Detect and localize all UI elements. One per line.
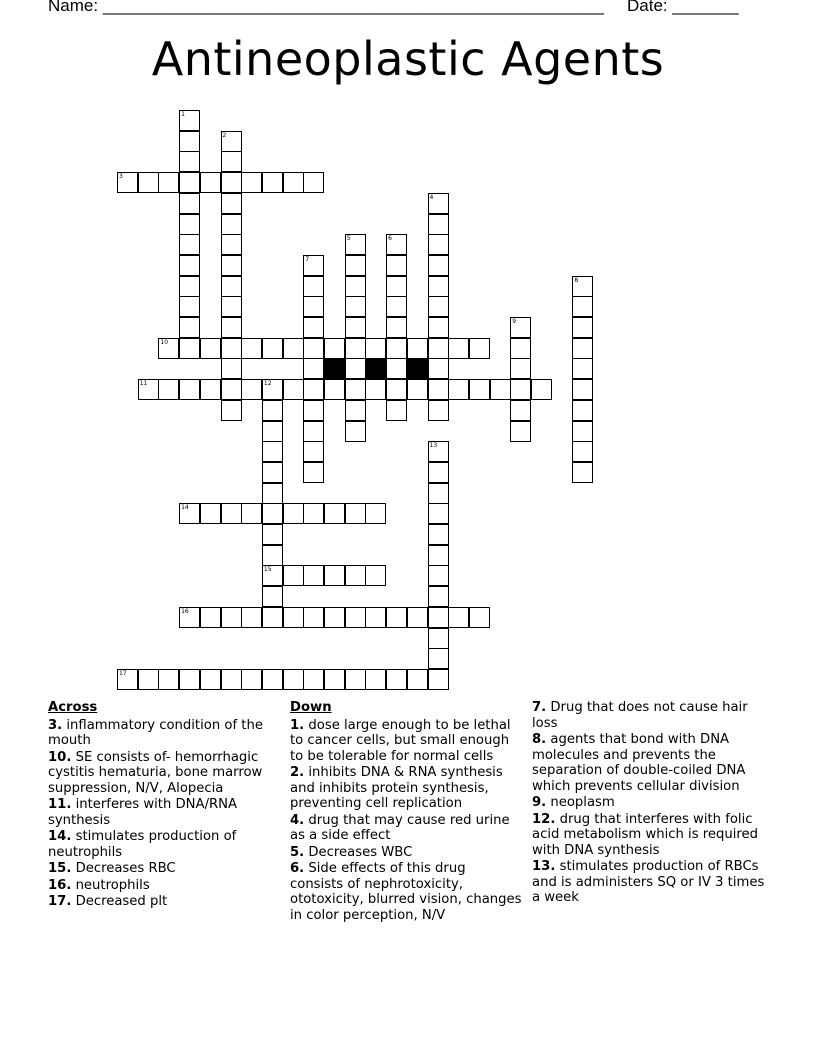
down-list-continued [532,700,772,906]
grid-cell[interactable] [262,503,283,524]
clue-number: 13 [429,442,438,450]
grid-cell[interactable] [345,276,366,297]
clue-item [532,732,772,794]
clue-item [48,861,280,877]
grid-cell[interactable] [200,669,221,690]
clue-number: 16 [181,607,189,615]
grid-cell[interactable] [572,358,593,379]
grid-cell[interactable] [345,338,366,359]
grid-cell[interactable] [221,131,242,152]
grid-cell[interactable] [138,172,159,193]
grid-cell[interactable] [365,669,386,690]
clue-number: 8 [574,276,579,284]
grid-cell[interactable] [179,503,200,524]
clue-item [290,718,522,765]
clue-number: 7 [305,255,310,263]
grid-cell[interactable] [365,379,386,400]
grid-cell[interactable] [179,296,200,317]
grid-cell[interactable] [428,234,449,255]
grid-cell[interactable] [221,607,242,628]
grid-cell[interactable] [303,172,324,193]
clue-item-number: 7. [532,700,547,715]
down-heading: Down [290,700,332,715]
grid-cell[interactable] [283,565,304,586]
grid-cell[interactable] [241,338,262,359]
clue-number: 2 [222,131,227,139]
grid-cell[interactable] [138,669,159,690]
grid-cell[interactable] [262,524,283,545]
clue-item [290,845,522,861]
grid-cell[interactable] [345,421,366,442]
clue-item-number: 6. [290,861,305,876]
grid-cell[interactable] [221,296,242,317]
across-clues [48,700,280,911]
across-heading: Across [48,700,98,715]
grid-cell[interactable] [179,172,200,193]
clue-item-number: 10. [48,749,72,765]
grid-cell[interactable] [221,151,242,172]
grid-cell[interactable] [572,462,593,483]
grid-cell[interactable] [428,545,449,566]
grid-cell[interactable] [158,379,179,400]
grid-cell[interactable] [262,607,283,628]
clue-item-number: 11. [48,797,72,812]
grid-cell[interactable] [200,172,221,193]
clue-number: 15 [263,566,272,574]
grid-cell[interactable] [448,379,469,400]
grid-cell[interactable] [386,338,407,359]
clue-item [290,765,522,812]
grid-cell[interactable] [117,669,138,690]
grid-cell[interactable] [221,400,242,421]
clue-number: 9 [512,318,517,325]
grid-cell[interactable] [262,586,283,607]
grid-cell[interactable] [428,586,449,607]
clue-item-number: 16. [48,877,72,893]
grid-cell[interactable] [345,358,366,379]
grid-cell[interactable] [386,669,407,690]
clue-item-number: 12. [532,811,556,827]
grid-cell[interactable] [179,131,200,152]
grid-cell[interactable] [262,462,283,483]
clue-item [48,750,280,797]
grid-cell[interactable] [262,669,283,690]
clue-item-text: SE consists of- hemorrhagic cystitis hematuria, bone marrow suppression, N/V, Alopecia [48,749,263,796]
grid-cell[interactable] [221,669,242,690]
shaded-cell [407,358,428,379]
clue-item-text: inhibits DNA & RNA synthesis and inhibits protein synthesis, preventing cell replication [290,765,503,811]
grid-cell[interactable] [407,338,428,359]
grid-cell[interactable] [324,669,345,690]
clue-number: 3 [119,173,123,181]
clue-item-text: Decreases RBC [71,861,176,876]
grid-cell[interactable] [572,421,593,442]
grid-cell[interactable] [386,379,407,400]
grid-cell[interactable] [572,317,593,338]
clue-item [532,795,772,811]
down-clues [290,700,522,924]
clue-item-number: 14. [48,829,72,844]
clue-item-text: stimulates production of neutrophils [48,829,237,860]
grid-cell[interactable] [365,565,386,586]
grid-cell[interactable] [179,255,200,276]
grid-cell[interactable] [510,379,531,400]
grid-cell[interactable] [572,338,593,359]
across-list [48,718,280,910]
clue-number: 14 [181,504,189,512]
grid-cell[interactable] [365,503,386,524]
name-blank[interactable]: _____________________________________________________ [102,0,604,15]
grid-cell[interactable] [221,317,242,338]
grid-cell[interactable] [572,441,593,462]
grid-cell[interactable] [283,503,304,524]
clue-item [290,861,522,923]
grid-cell[interactable] [428,565,449,586]
clue-item-text: Decreased plt [71,894,168,909]
clue-item-text: Drug that does not cause hair loss [532,700,748,731]
clue-item-number: 13. [532,859,556,874]
grid-cell[interactable] [241,172,262,193]
grid-cell[interactable] [283,338,304,359]
grid-cell[interactable] [386,358,407,379]
grid-cell[interactable] [303,503,324,524]
grid-cell[interactable] [428,524,449,545]
grid-cell[interactable] [324,338,345,359]
grid-cell[interactable] [428,441,449,462]
clue-item [532,859,772,906]
grid-cell[interactable] [572,296,593,317]
grid-cell[interactable] [179,338,200,359]
clue-number: 11 [139,380,148,388]
shaded-cell [365,358,386,379]
grid-cell[interactable] [179,607,200,628]
clue-item-number: 8. [532,732,547,747]
grid-cell[interactable] [262,441,283,462]
clue-number: 17 [119,669,127,677]
clue-item [48,878,280,894]
grid-cell[interactable] [490,379,511,400]
grid-cell[interactable] [241,379,262,400]
clue-item-number: 17. [48,894,72,909]
grid-cell[interactable] [510,317,531,338]
grid-cell[interactable] [428,214,449,235]
clue-item-number: 5. [290,844,305,860]
clue-number: 1 [181,111,185,118]
grid-cell[interactable] [241,503,262,524]
date-label: Date: [627,0,668,15]
grid-cell[interactable] [117,172,138,193]
clue-item-text: neutrophils [71,877,150,893]
clue-item-text: inflammatory condition of the mouth [48,717,263,748]
grid-cell[interactable] [221,379,242,400]
grid-cell[interactable] [428,607,449,628]
clue-number: 12 [263,380,272,388]
grid-cell[interactable] [303,296,324,317]
grid-cell[interactable] [428,669,449,690]
grid-cell[interactable] [428,296,449,317]
grid-cell[interactable] [428,648,449,669]
grid-cell[interactable] [428,338,449,359]
clue-item-text: Side effects of this drug consists of nephrotoxicity, ototoxicity, blurred vision, changes in color perception, N/V [290,861,522,923]
grid-cell[interactable] [386,400,407,421]
grid-cell[interactable] [386,607,407,628]
clue-item [48,718,280,749]
clue-item-text: drug that interferes with folic acid metabolism which is required with DNA synthesis [532,811,759,858]
grid-cell[interactable] [345,379,366,400]
grid-cell[interactable] [303,338,324,359]
grid-cell[interactable] [345,255,366,276]
grid-cell[interactable] [386,317,407,338]
grid-cell[interactable] [386,276,407,297]
clue-number: 5 [346,235,351,243]
clue-item [48,797,280,828]
clue-item-number: 1. [290,717,305,733]
grid-cell[interactable] [510,400,531,421]
page-title: Antineoplastic Agents [151,32,665,86]
grid-cell[interactable] [179,214,200,235]
grid-cell[interactable] [345,565,366,586]
grid-cell[interactable] [303,441,324,462]
grid-cell[interactable] [469,379,490,400]
clue-number: 10 [160,338,169,346]
clue-item [532,700,772,731]
grid-cell[interactable] [345,296,366,317]
clue-item [48,829,280,860]
grid-cell[interactable] [221,358,242,379]
grid-cell[interactable] [510,421,531,442]
grid-cell[interactable] [221,503,242,524]
grid-cell[interactable] [428,276,449,297]
grid-cell[interactable] [428,358,449,379]
grid-cell[interactable] [179,276,200,297]
grid-cell[interactable] [241,607,262,628]
grid-cell[interactable] [303,607,324,628]
grid-cell[interactable] [303,565,324,586]
grid-cell[interactable] [345,234,366,255]
grid-cell[interactable] [345,669,366,690]
grid-cell[interactable] [179,193,200,214]
grid-cell[interactable] [262,172,283,193]
grid-cell[interactable] [345,317,366,338]
grid-cell[interactable] [428,628,449,649]
grid-cell[interactable] [241,669,262,690]
grid-cell[interactable] [386,296,407,317]
grid-cell[interactable] [179,669,200,690]
grid-cell[interactable] [262,545,283,566]
grid-cell[interactable] [262,338,283,359]
down-clues-continued [532,700,772,907]
grid-cell[interactable] [221,214,242,235]
grid-cell[interactable] [428,400,449,421]
grid-cell[interactable] [200,503,221,524]
grid-cell[interactable] [428,379,449,400]
shaded-cell [324,358,345,379]
grid-cell[interactable] [510,338,531,359]
grid-cell[interactable] [303,462,324,483]
clue-item-text: agents that bond with DNA molecules and prevents the separation of double-coiled DNA which prevents cellular division [532,732,746,794]
grid-cell[interactable] [572,400,593,421]
grid-cell[interactable] [303,379,324,400]
grid-cell[interactable] [179,379,200,400]
grid-cell[interactable] [221,172,242,193]
grid-cell[interactable] [324,503,345,524]
grid-cell[interactable] [407,379,428,400]
grid-cell[interactable] [365,607,386,628]
grid-cell[interactable] [448,607,469,628]
clue-item-text: dose large enough to be lethal to cancer cells, but small enough to be tolerable for normal cells [290,717,511,764]
grid-cell[interactable] [303,358,324,379]
grid-cell[interactable] [138,379,159,400]
grid-cell[interactable] [428,255,449,276]
grid-cell[interactable] [262,379,283,400]
grid-cell[interactable] [365,338,386,359]
grid-cell[interactable] [510,358,531,379]
grid-cell[interactable] [531,379,552,400]
clue-item-number: 15. [48,861,72,876]
grid-cell[interactable] [221,234,242,255]
name-label: Name: [48,0,99,15]
grid-cell[interactable] [386,255,407,276]
grid-cell[interactable] [283,607,304,628]
grid-cell[interactable] [469,338,490,359]
grid-cell[interactable] [262,400,283,421]
clue-item-text: Decreases WBC [304,844,413,860]
grid-cell[interactable] [345,400,366,421]
grid-cell[interactable] [283,379,304,400]
grid-cell[interactable] [386,234,407,255]
grid-cell[interactable] [572,276,593,297]
grid-cell[interactable] [572,379,593,400]
clue-item-number: 2. [290,765,305,780]
grid-cell[interactable] [262,421,283,442]
grid-cell[interactable] [469,607,490,628]
clue-item [48,894,280,910]
grid-cell[interactable] [221,255,242,276]
grid-cell[interactable] [158,172,179,193]
grid-cell[interactable] [428,483,449,504]
clue-item-text: neoplasm [546,795,615,810]
grid-cell[interactable] [324,607,345,628]
grid-cell[interactable] [200,379,221,400]
grid-cell[interactable] [179,234,200,255]
clue-item-number: 4. [290,812,305,828]
grid-cell[interactable] [407,669,428,690]
grid-cell[interactable] [221,193,242,214]
grid-cell[interactable] [324,379,345,400]
grid-cell[interactable] [324,565,345,586]
grid-cell[interactable] [262,483,283,504]
grid-cell[interactable] [179,317,200,338]
grid-cell[interactable] [179,110,200,131]
grid-cell[interactable] [158,338,179,359]
grid-cell[interactable] [303,669,324,690]
grid-cell[interactable] [303,400,324,421]
clue-item-text: drug that may cause red urine as a side effect [290,812,510,843]
grid-cell[interactable] [221,338,242,359]
grid-cell[interactable] [283,669,304,690]
grid-cell[interactable] [428,193,449,214]
down-list [290,718,522,924]
grid-cell[interactable] [345,607,366,628]
grid-cell[interactable] [283,172,304,193]
clue-number: 4 [429,193,434,201]
clue-item [532,812,772,859]
grid-cell[interactable] [262,565,283,586]
clue-number: 6 [388,235,392,243]
grid-cell[interactable] [428,503,449,524]
grid-cell[interactable] [303,317,324,338]
clue-item-number: 3. [48,717,63,733]
date-blank[interactable]: _______ [672,0,739,15]
grid-cell[interactable] [448,338,469,359]
clue-item [290,813,522,844]
clue-item-text: interferes with DNA/RNA synthesis [48,797,238,828]
grid-cell[interactable] [428,317,449,338]
grid-cell[interactable] [221,276,242,297]
grid-cell[interactable] [428,462,449,483]
grid-cell[interactable] [179,151,200,172]
grid-cell[interactable] [200,338,221,359]
grid-cell[interactable] [407,607,428,628]
grid-cell[interactable] [303,421,324,442]
clue-item-number: 9. [532,795,547,810]
grid-cell[interactable] [345,503,366,524]
grid-cell[interactable] [158,669,179,690]
clue-item-text: stimulates production of RBCs and is administers SQ or IV 3 times a week [532,859,765,905]
grid-cell[interactable] [303,276,324,297]
grid-cell[interactable] [303,255,324,276]
grid-cell[interactable] [200,607,221,628]
